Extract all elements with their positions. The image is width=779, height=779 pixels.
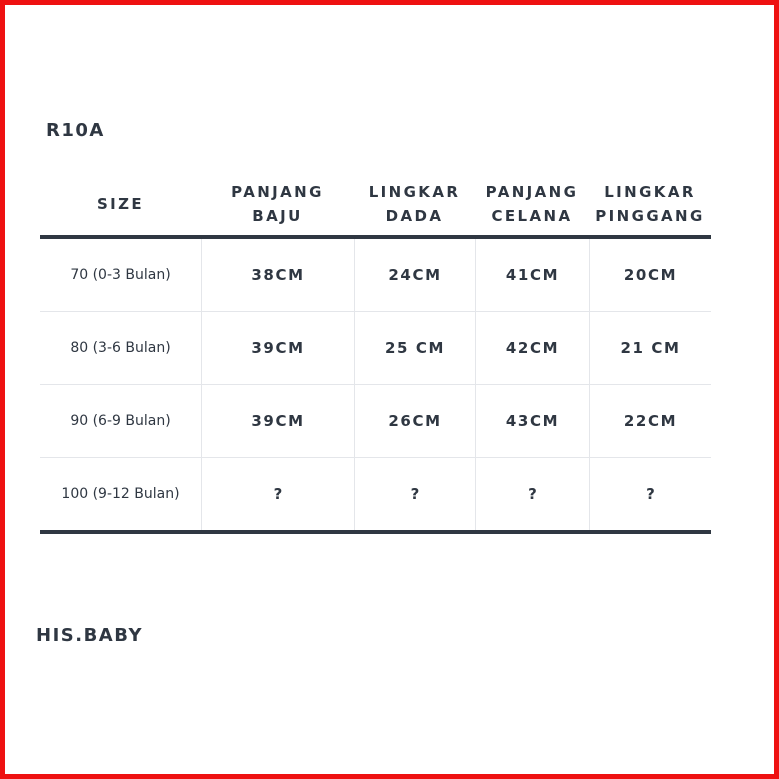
value-cell: ? (201, 458, 354, 530)
header-lingkar-dada: LINGKAR DADA (368, 182, 461, 225)
product-code: R10A (46, 120, 105, 141)
value-cell: 43CM (475, 385, 589, 457)
header-panjang-baju: PANJANG BAJU (231, 182, 324, 225)
table-row (40, 312, 711, 385)
header-lingkar-pinggang: LINGKAR PINGGANG (595, 182, 705, 225)
table-row (40, 458, 711, 530)
brand-name: HIS.BABY (36, 625, 143, 646)
size-cell: 70 (0-3 Bulan) (70, 267, 171, 283)
size-cell: 100 (9-12 Bulan) (61, 486, 180, 502)
size-cell: 80 (3-6 Bulan) (70, 340, 171, 356)
value-cell: 39CM (201, 312, 354, 384)
value-cell: 25 CM (354, 312, 475, 384)
value-cell: 21 CM (589, 312, 711, 384)
value-cell: 26CM (354, 385, 475, 457)
table-bottom-divider (40, 530, 711, 534)
header-panjang-celana: PANJANG CELANA (485, 182, 579, 225)
size-chart-table (40, 172, 711, 534)
value-cell: ? (475, 458, 589, 530)
table-row (40, 239, 711, 312)
value-cell: ? (354, 458, 475, 530)
table-body (40, 239, 711, 530)
value-cell: 38CM (201, 239, 354, 311)
table-row (40, 385, 711, 458)
value-cell: 41CM (475, 239, 589, 311)
value-cell: 42CM (475, 312, 589, 384)
header-size: SIZE (96, 194, 145, 213)
value-cell: 20CM (589, 239, 711, 311)
size-cell: 90 (6-9 Bulan) (70, 413, 171, 429)
table-header-row (40, 172, 711, 235)
value-cell: 39CM (201, 385, 354, 457)
value-cell: 22CM (589, 385, 711, 457)
value-cell: 24CM (354, 239, 475, 311)
value-cell: ? (589, 458, 711, 530)
